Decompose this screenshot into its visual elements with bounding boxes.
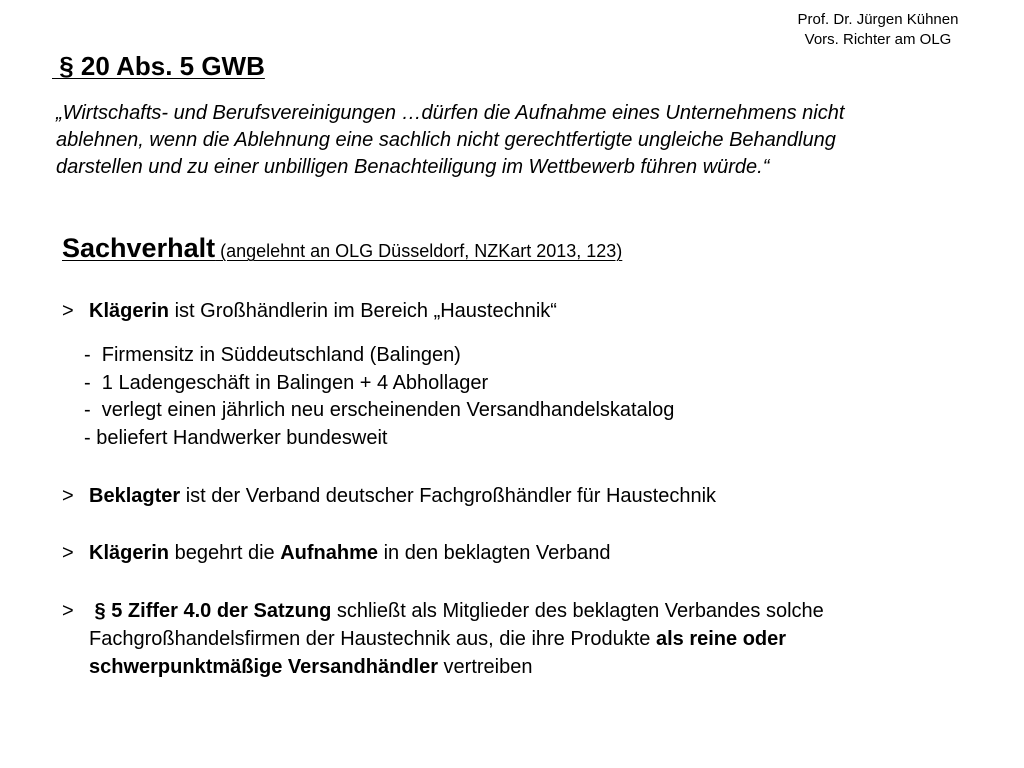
author-info [748, 10, 1008, 50]
arrow-marker: > [62, 600, 74, 622]
term-plaintiff: Klägerin [89, 300, 170, 322]
fact-point-defendant [62, 482, 716, 510]
term-defendant: Beklagter [89, 485, 181, 507]
law-quote-line: ablehnen, wenn die Ablehnung eine sachlich nicht gerechtfertigte ungleiche Behandlung [56, 129, 836, 151]
facts-title: Sachverhalt [62, 233, 216, 263]
point-text: ist Großhändlerin im Bereich „Haustechnik“ [169, 300, 557, 322]
law-quote-line: darstellen und zu einer unbilligen Benachteiligung im Wettbewerb führen würde.“ [56, 156, 770, 178]
list-item: - 1 Ladengeschäft in Balingen + 4 Abhollager [84, 371, 489, 394]
fact-point-plaintiff [62, 297, 557, 325]
term-mail-order: schwerpunktmäßige Versandhändler [89, 656, 438, 678]
law-quote [56, 100, 966, 181]
law-quote-line: „Wirtschafts- und Berufsvereinigungen …dürfen die Aufnahme eines Unternehmens nicht [56, 102, 845, 124]
arrow-marker: > [62, 300, 74, 322]
list-item: - verlegt einen jährlich neu erscheinenden Versandhandelskatalog [84, 399, 675, 421]
arrow-marker: > [62, 542, 74, 564]
point-text: vertreiben [438, 656, 533, 678]
plaintiff-details-list [84, 342, 674, 452]
fact-point-request [62, 539, 610, 567]
author-name: Prof. Dr. Jürgen Kühnen [797, 11, 959, 28]
list-item: - Firmensitz in Süddeutschland (Balingen) [84, 344, 461, 366]
point-text: in den beklagten Verband [378, 542, 611, 564]
fact-point-statute [62, 597, 824, 681]
facts-heading [62, 230, 622, 271]
facts-source: (angelehnt an OLG Düsseldorf, NZKart 2013, 123) [215, 241, 623, 261]
term-pure: als reine oder [655, 628, 787, 650]
author-role: Vors. Richter am OLG [804, 31, 952, 48]
term-statute: § 5 Ziffer 4.0 der Satzung [89, 600, 332, 622]
arrow-marker: > [62, 485, 74, 507]
point-text: Fachgroßhandelsfirmen der Haustechnik aus, die ihre Produkte [89, 628, 656, 650]
point-text: ist der Verband deutscher Fachgroßhändler für Haustechnik [180, 485, 717, 507]
term-admission: Aufnahme [280, 542, 379, 564]
point-text: begehrt die [169, 542, 281, 564]
list-item: - beliefert Handwerker bundesweit [84, 426, 388, 449]
term-plaintiff: Klägerin [89, 542, 170, 564]
law-heading: § 20 Abs. 5 GWB [52, 51, 265, 81]
point-text: schließt als Mitglieder des beklagten Verbandes solche [331, 600, 824, 622]
